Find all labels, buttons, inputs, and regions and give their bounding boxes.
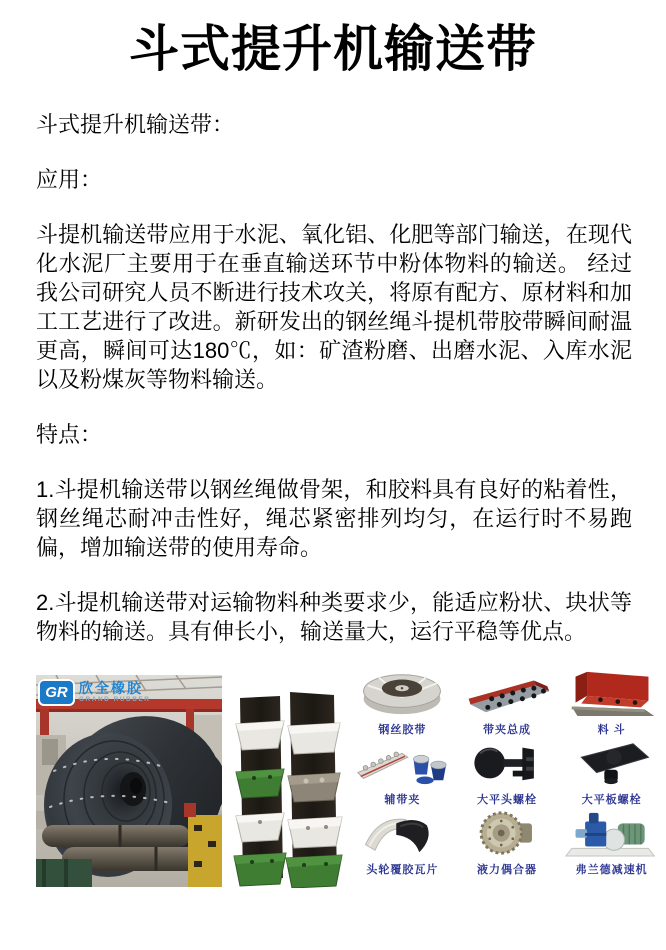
product-label: 带夹总成	[482, 724, 531, 736]
fluid-coupling-image	[459, 807, 555, 859]
bucket-board-image	[230, 688, 348, 888]
product-flender-reducer	[559, 810, 664, 880]
product-splice-clamp	[350, 740, 455, 810]
product-flat-head-bolt	[455, 740, 560, 810]
intro-line: 斗式提升机输送带：	[36, 112, 235, 137]
product-grid	[350, 670, 664, 880]
belt-clamp-assembly-image	[459, 667, 555, 719]
factory-photo-image	[36, 675, 222, 887]
wrapped-belt-roll-image	[354, 667, 450, 719]
product-label: 辅带夹	[384, 794, 421, 806]
page-title: 斗式提升机输送带	[129, 21, 537, 77]
product-steel-cord-belt	[350, 670, 455, 740]
features-heading: 特点：	[36, 422, 103, 447]
product-flat-plate-bolt	[559, 740, 664, 810]
product-pulley-rubber-tiles	[350, 810, 455, 880]
feature-item-2: 2.斗提机输送带对运输物料种类要求少，能适应粉状、块状等物料的输送。具有伸长小，输送量大，运行平稳等优点。	[36, 590, 632, 644]
pulley-rubber-tiles-image	[354, 807, 450, 859]
flender-reducer-image	[564, 807, 660, 859]
factory-belt-roll-photo	[36, 675, 222, 887]
product-hopper	[559, 670, 664, 740]
product-label: 料 斗	[597, 724, 626, 736]
product-gallery	[0, 670, 666, 920]
product-label: 头轮覆胶瓦片	[366, 864, 439, 876]
feature-item-1: 1.斗提机输送带以钢丝绳做骨架，和胶料具有良好的粘着性，钢丝绳芯耐冲击性好，绳芯紧密排列均匀，在运行时不易跑偏，增加输送带的使用寿命。	[36, 477, 632, 560]
red-hopper-image	[564, 667, 660, 719]
product-fluid-coupling	[455, 810, 560, 880]
logo-name-cn: 欣全橡胶	[79, 680, 143, 697]
product-belt-clamp-assembly	[455, 670, 560, 740]
logo-gr-badge: GR	[38, 679, 75, 706]
article-body	[36, 110, 632, 672]
flat-head-bolt-image	[459, 737, 555, 789]
application-paragraph: 斗提机输送带应用于水泥、氧化铝、化肥等部门输送，在现代化水泥厂主要用于在垂直输送环节中粉体物料的输送。 经过我公司研究人员不断进行技术攻关，将原有配方、原材料和加工工艺进行了改进。新研发出的钢丝绳斗提机带胶带瞬间耐温更高，瞬间可达180℃，如：矿渣粉磨、出磨水泥、入库水泥以及粉煤灰等物料输送。	[36, 222, 632, 392]
application-heading: 应用：	[36, 167, 103, 192]
product-label: 钢丝胶带	[378, 724, 427, 736]
splice-clamp-image	[354, 737, 450, 789]
company-logo	[38, 679, 150, 706]
product-label: 大平头螺栓	[476, 794, 537, 806]
product-label: 大平板螺栓	[581, 794, 642, 806]
bucket-display-photo	[230, 688, 348, 888]
flat-plate-bolt-image	[564, 737, 660, 789]
product-label: 弗兰德减速机	[575, 864, 648, 876]
product-label: 液力偶合器	[476, 864, 537, 876]
logo-name-en: GRAND RUBBER	[79, 696, 151, 704]
